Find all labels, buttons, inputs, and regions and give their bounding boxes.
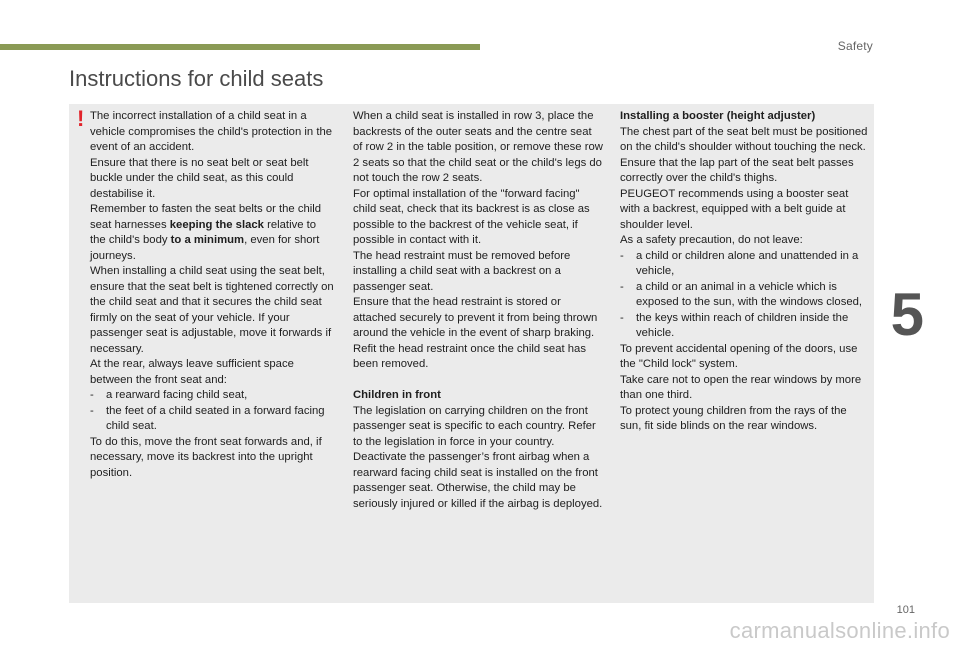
dash-bullet: - <box>620 280 624 293</box>
dash-bullet: - <box>620 311 624 324</box>
list-item-text: the feet of a child seated in a forward facing child seat. <box>106 404 325 432</box>
paragraph-text: Take care not to open the rear windows by more than one third. <box>620 373 862 401</box>
paragraph-text: To prevent accidental opening of the doors, use the "Child lock" system. <box>620 342 858 370</box>
emphasis-text: keeping the slack <box>169 218 264 231</box>
paragraph-text: Ensure that the head restraint is stored or attached securely to prevent it from being thrown around the vehicle in the event of sharp braking. <box>353 296 598 339</box>
paragraph-text: As a safety precaution, do not leave: <box>620 234 803 246</box>
paragraph-text: Ensure that there is no seat belt or seat belt buckle under the child seat, as this could destabilise it. <box>90 156 309 200</box>
warning-exclamation-icon: ! <box>77 106 85 131</box>
paragraph-text: The legislation on carrying children on the front passenger seat is specific to each country. Refer to the legislation in force in your country. <box>353 404 596 448</box>
content-panel <box>69 104 874 603</box>
paragraph-text: The head restraint must be removed before installing a child seat with a backrest on a passenger seat. <box>353 249 571 293</box>
column-2 <box>353 109 603 512</box>
paragraph <box>90 202 334 264</box>
paragraph-text: Refit the head restraint once the child seat has been removed. <box>353 342 586 370</box>
paragraph <box>353 187 603 249</box>
paragraph-text: When installing a child seat using the seat belt, ensure that the seat belt is tightened correctly on the child seat and that it secures the child seat firmly on the seat of your vehicle. If your passenger seat is adjustable, move it forwards if necessary. <box>90 265 334 355</box>
header-accent-bar <box>0 44 480 50</box>
paragraph <box>90 357 334 388</box>
page-number: 101 <box>896 604 915 616</box>
paragraph-gap <box>353 373 603 389</box>
paragraph <box>620 156 870 187</box>
chapter-number: 5 <box>890 281 924 348</box>
paragraph <box>620 125 870 156</box>
paragraph-text: PEUGEOT recommends using a booster seat with a backrest, equipped with a belt guide at shoulder level. <box>620 187 849 231</box>
paragraph-text: , even for short journeys. <box>90 234 320 262</box>
paragraph-text: The incorrect installation of a child seat in a vehicle compromises the child's protection in the event of an accident. <box>90 110 333 153</box>
list-item <box>90 388 334 404</box>
dash-bullet: - <box>90 404 94 417</box>
paragraph-text: relative to the child's body <box>90 218 317 246</box>
paragraph <box>90 435 334 482</box>
subheading: Children in front <box>353 389 441 401</box>
paragraph-text: To protect young children from the rays of the sun, fit side blinds on the rear windows. <box>620 404 847 432</box>
paragraph-text: Ensure that the lap part of the seat belt passes correctly over the child's thighs. <box>620 156 854 184</box>
list-item <box>620 311 870 342</box>
list-item-text: a child or an animal in a vehicle which is exposed to the sun, with the windows closed, <box>636 280 863 308</box>
paragraph <box>620 187 870 234</box>
watermark: carmanualsonline.info <box>729 618 950 643</box>
list-item-text: a rearward facing child seat, <box>106 389 248 401</box>
paragraph <box>620 404 870 435</box>
list-item-text: a child or children alone and unattended in a vehicle, <box>636 249 859 277</box>
list-item <box>90 404 334 435</box>
paragraph <box>353 295 603 342</box>
paragraph <box>353 249 603 296</box>
paragraph <box>353 450 603 512</box>
page-title: Instructions for child seats <box>69 66 324 91</box>
paragraph-text: The chest part of the seat belt must be positioned on the child's shoulder without touching the neck. <box>620 125 868 153</box>
list-item-text: the keys within reach of children inside the vehicle. <box>636 311 849 339</box>
column-3 <box>620 109 870 435</box>
emphasis-text: to a minimum <box>170 234 245 246</box>
column-1 <box>90 109 334 481</box>
paragraph-text: When a child seat is installed in row 3, place the backrests of the outer seats and the centre seat of row 2 in the table position, or remove these row 2 seats so that the child seat or the child's legs do not touch the row 2 seats. <box>353 110 603 184</box>
paragraph <box>90 264 334 357</box>
paragraph-text: At the rear, always leave sufficient space between the front seat and: <box>90 358 294 386</box>
dash-bullet: - <box>90 389 94 401</box>
paragraph-text: Deactivate the passenger’s front airbag when a rearward facing child seat is installed on the front passenger seat. Otherwise, the child may be seriously injured or killed if the airbag is deployed. <box>353 451 603 510</box>
paragraph-text: Remember to fasten the seat belts or the child seat harnesses <box>90 203 322 231</box>
paragraph <box>353 109 603 187</box>
section-label: Safety <box>837 39 873 53</box>
paragraph <box>620 342 870 373</box>
paragraph <box>620 373 870 404</box>
paragraph <box>620 233 870 249</box>
dash-bullet: - <box>620 249 624 262</box>
list-item <box>620 280 870 311</box>
paragraph <box>353 342 603 373</box>
paragraph-text: For optimal installation of the "forward facing" child seat, check that its backrest is as close as possible to the backrest of the vehicle seat, if possible in contact with it. <box>353 187 590 246</box>
paragraph-text: To do this, move the front seat forwards and, if necessary, move its backrest into the upright position. <box>90 435 322 479</box>
paragraph <box>90 156 334 203</box>
list-item <box>620 249 870 280</box>
paragraph <box>353 404 603 451</box>
subheading: Installing a booster (height adjuster) <box>620 110 816 122</box>
paragraph <box>90 109 334 156</box>
